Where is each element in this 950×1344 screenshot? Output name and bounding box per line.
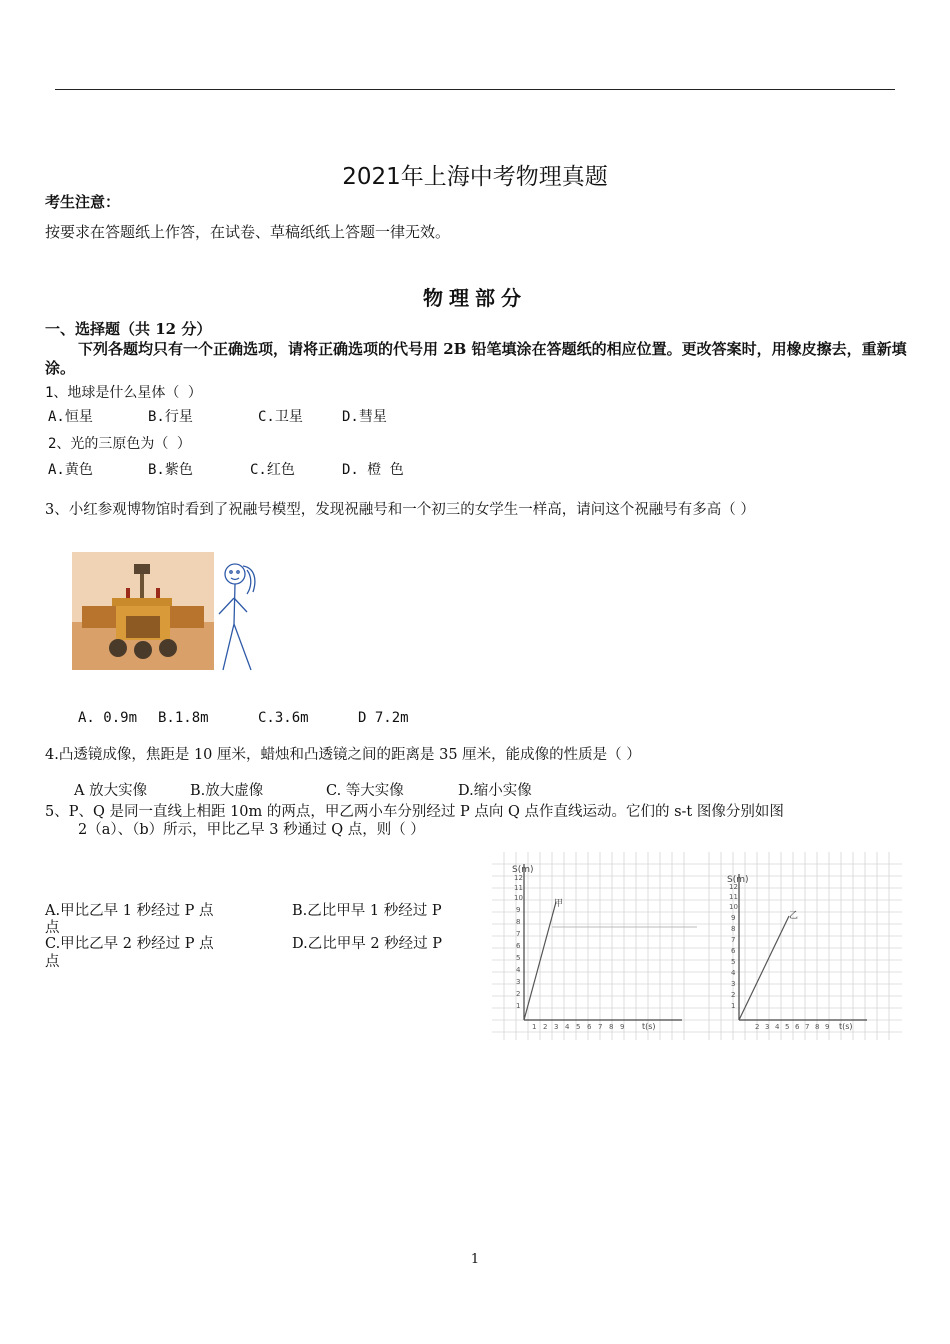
graph-a-ytick: 10 <box>514 894 523 902</box>
header-rule <box>55 89 895 90</box>
q3-stem: 3、小红参观博物馆时看到了祝融号模型，发现祝融号和一个初三的女学生一样高，请问这个祝融号有多高（ ） <box>45 502 755 518</box>
graph-a-xtick: 7 <box>598 1023 603 1031</box>
graph-a-xtick: 4 <box>565 1023 570 1031</box>
st-graph-a <box>492 852 697 1040</box>
q1-stem: 1、地球是什么星体（ ） <box>45 385 202 401</box>
section-title: 物理部分 <box>423 286 527 310</box>
graph-b-ytick: 8 <box>731 925 736 933</box>
q2-stem: 2、光的三原色为（ ） <box>48 436 191 452</box>
q5-stem-line1: 5、P、Q 是同一直线上相距 10m 的两点，甲乙两小车分别经过 P 点向 Q 点作直线运动。它们的 s-t 图像分别如图 <box>45 804 784 820</box>
graph-b-ytick: 7 <box>731 936 736 944</box>
graph-a-ytick: 2 <box>516 990 521 998</box>
q2-option-d: D. 橙 色 <box>342 462 404 478</box>
q5-option-a-wrap: 点 <box>45 920 60 936</box>
graph-b-xtick: 7 <box>805 1023 810 1031</box>
q5-option-a: A.甲比乙早 1 秒经过 P 点 <box>45 903 214 919</box>
q5-stem-line2: 2（a）、（b）所示，甲比乙早 3 秒通过 Q 点，则（ ） <box>78 822 425 838</box>
q5-option-c: C.甲比乙早 2 秒经过 P 点 <box>45 936 214 952</box>
q4-option-b: B.放大虚像 <box>190 783 264 799</box>
graph-b-xtick: 6 <box>795 1023 800 1031</box>
q3-option-c: C.3.6m <box>258 710 309 726</box>
graph-b-ytick: 9 <box>731 914 736 922</box>
q5-option-c-wrap: 点 <box>45 954 60 970</box>
q1-option-a: A.恒星 <box>48 409 93 425</box>
q3-option-b: B.1.8m <box>158 710 209 726</box>
q4-option-a: A 放大实像 <box>74 783 148 799</box>
graph-b-ytick: 5 <box>731 958 736 966</box>
q4-option-d: D.缩小实像 <box>458 783 532 799</box>
graph-a-ytick: 7 <box>516 930 521 938</box>
graph-b-y-label: S(m) <box>727 875 749 885</box>
q1-option-d: D.彗星 <box>342 409 387 425</box>
q4-option-c: C. 等大实像 <box>326 783 404 799</box>
graph-a-ytick: 11 <box>514 884 523 892</box>
graph-b-line-label: 乙 <box>789 911 799 921</box>
graph-a-xtick: 5 <box>576 1023 581 1031</box>
graph-a-ytick: 3 <box>516 978 521 986</box>
graph-b-ytick: 3 <box>731 980 736 988</box>
q1-option-b: B.行星 <box>148 409 193 425</box>
graph-b-xtick: 8 <box>815 1023 820 1031</box>
page-title: 2021年上海中考物理真题 <box>342 164 608 190</box>
st-graph-b <box>697 852 902 1040</box>
graph-b-ytick: 6 <box>731 947 736 955</box>
q2-option-a: A.黄色 <box>48 462 93 478</box>
graph-a-ytick: 12 <box>514 874 523 882</box>
graph-a-line-label: 甲 <box>554 899 564 909</box>
part1-instruction: 下列各题均只有一个正确选项，请将正确选项的代号用 2B 铅笔填涂在答题纸的相应位置。更改答案时，用橡皮擦去，重新填涂。 <box>45 340 907 377</box>
graph-b-xtick: 3 <box>765 1023 770 1031</box>
graph-a-xtick: 6 <box>587 1023 592 1031</box>
graph-a-xtick: 2 <box>543 1023 548 1031</box>
q1-option-c: C.卫星 <box>258 409 303 425</box>
graph-b-ytick: 11 <box>729 893 738 901</box>
q3-option-d: D 7.2m <box>358 710 409 726</box>
q2-option-c: C.红色 <box>250 462 295 478</box>
graph-a-ytick: 9 <box>516 906 521 914</box>
graph-a-ytick: 4 <box>516 966 521 974</box>
graph-b-xtick: 5 <box>785 1023 790 1031</box>
graph-b-xtick: 4 <box>775 1023 780 1031</box>
graph-a-y-label: S(m) <box>512 865 534 875</box>
notice-heading: 考生注意： <box>45 193 121 211</box>
graph-a-xtick: 1 <box>532 1023 537 1031</box>
graph-a-xtick: 9 <box>620 1023 625 1031</box>
graph-b-xtick: 2 <box>755 1023 760 1031</box>
page-number: 1 <box>470 1252 480 1267</box>
q3-option-a: A. 0.9m <box>78 710 138 726</box>
graph-a-xtick: 3 <box>554 1023 559 1031</box>
graph-b-x-label: t(s) <box>839 1022 853 1031</box>
q4-stem: 4.凸透镜成像，焦距是 10 厘米，蜡烛和凸透镜之间的距离是 35 厘米，能成像的性质是（ ） <box>45 747 641 763</box>
graph-a-ytick: 8 <box>516 918 521 926</box>
graph-a-ytick: 1 <box>516 1002 521 1010</box>
graph-b-ytick: 1 <box>731 1002 736 1010</box>
graph-a-ytick: 6 <box>516 942 521 950</box>
graph-a-xtick: 8 <box>609 1023 614 1031</box>
girl-stick-figure-image <box>213 558 273 676</box>
graph-b-ytick: 10 <box>729 903 738 911</box>
q5-option-d: D.乙比甲早 2 秒经过 P <box>292 936 443 952</box>
notice-text: 按要求在答题纸上作答，在试卷、草稿纸纸上答题一律无效。 <box>45 223 451 241</box>
graph-b-ytick: 4 <box>731 969 736 977</box>
graph-b-ytick: 2 <box>731 991 736 999</box>
q5-option-b: B.乙比甲早 1 秒经过 P <box>292 903 442 919</box>
part1-heading: 一、选择题（共 12 分） <box>45 320 212 338</box>
zhurong-rover-image <box>72 552 214 670</box>
graph-b-xtick: 9 <box>825 1023 830 1031</box>
graph-b-ytick: 12 <box>729 883 738 891</box>
graph-a-x-label: t(s) <box>642 1022 656 1031</box>
graph-a-ytick: 5 <box>516 954 521 962</box>
q2-option-b: B.紫色 <box>148 462 193 478</box>
